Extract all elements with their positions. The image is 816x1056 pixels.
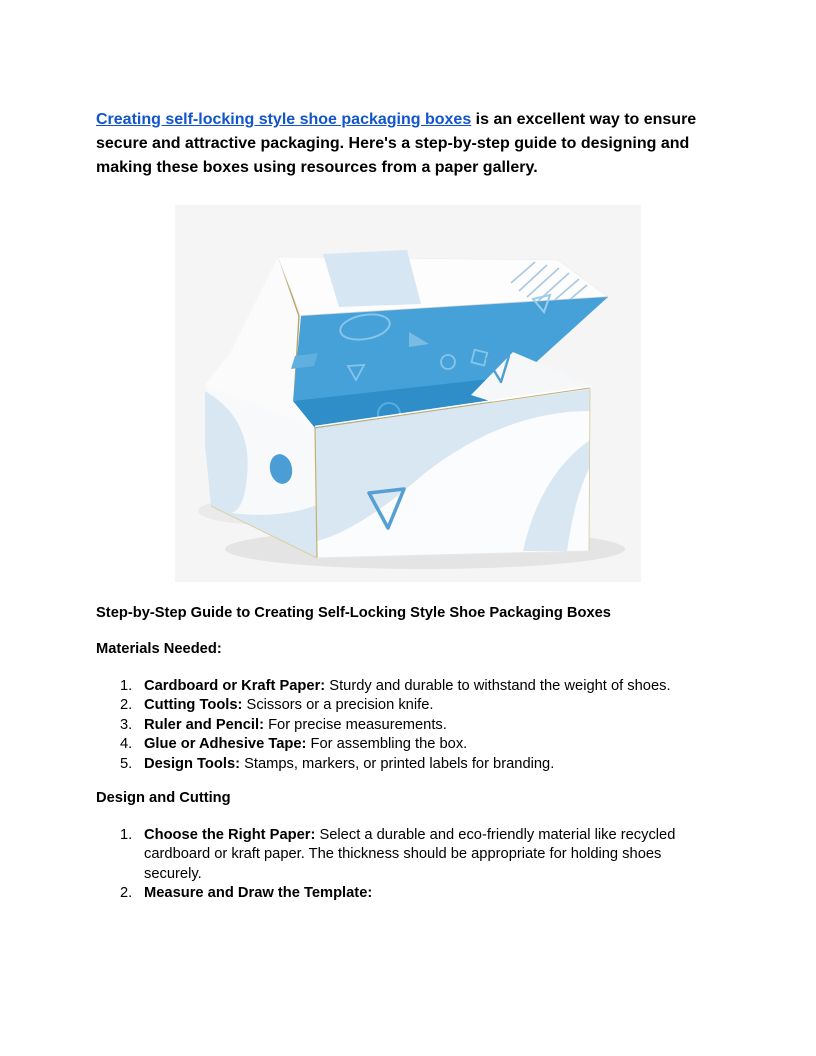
lid-stripe-decor: [323, 250, 421, 307]
item-label: Cardboard or Kraft Paper:: [144, 677, 326, 694]
list-number: 1.: [120, 826, 133, 843]
item-label: Ruler and Pencil:: [144, 716, 264, 733]
list-number: 3.: [120, 716, 133, 733]
list-item: [96, 716, 720, 736]
section-heading-guide: Step-by-Step Guide to Creating Self-Locking Style Shoe Packaging Boxes: [96, 605, 611, 621]
item-label: Glue or Adhesive Tape:: [144, 736, 307, 752]
list-number: 5.: [120, 755, 133, 772]
item-text: Scissors or a precision knife.: [242, 697, 434, 713]
list-number: 1.: [120, 677, 133, 694]
list-item: [96, 735, 720, 755]
item-text: Stamps, markers, or printed labels for branding.: [240, 755, 555, 772]
item-text: For precise measurements.: [263, 716, 447, 733]
item-text: For assembling the box.: [306, 736, 468, 752]
intro-paragraph: [96, 108, 720, 180]
materials-list: [96, 677, 720, 775]
list-item: [96, 884, 720, 904]
design-list: [96, 826, 720, 904]
list-item: [96, 677, 720, 697]
list-item: [96, 755, 720, 775]
subheading-design-cutting: Design and Cutting: [96, 790, 231, 806]
list-item: [96, 826, 720, 885]
subheading-materials: Materials Needed:: [96, 641, 222, 657]
item-text: Sturdy and durable to withstand the weight of shoes.: [325, 677, 671, 694]
list-number: 2.: [120, 885, 133, 901]
shoe-box-illustration: [175, 205, 641, 582]
shoe-box-image: [175, 205, 641, 582]
list-number: 2.: [120, 697, 133, 713]
intro-text: is an excellent way to ensure secure and attractive packaging. Here's a step-by-step guide to designing and making these boxes using resources from a paper gallery.: [96, 111, 697, 176]
item-label: Design Tools:: [144, 755, 241, 772]
list-number: 4.: [120, 736, 133, 752]
item-text: Select a durable and eco-friendly material like recycled cardboard or kraft paper. The thickness should be appropriate for holding shoes securely.: [144, 826, 676, 882]
item-label: Measure and Draw the Template:: [144, 885, 373, 901]
intro-hyperlink[interactable]: Creating self-locking style shoe packaging boxes: [96, 111, 472, 128]
list-item: [96, 696, 720, 716]
item-label: Choose the Right Paper:: [144, 826, 316, 843]
item-label: Cutting Tools:: [144, 697, 243, 713]
